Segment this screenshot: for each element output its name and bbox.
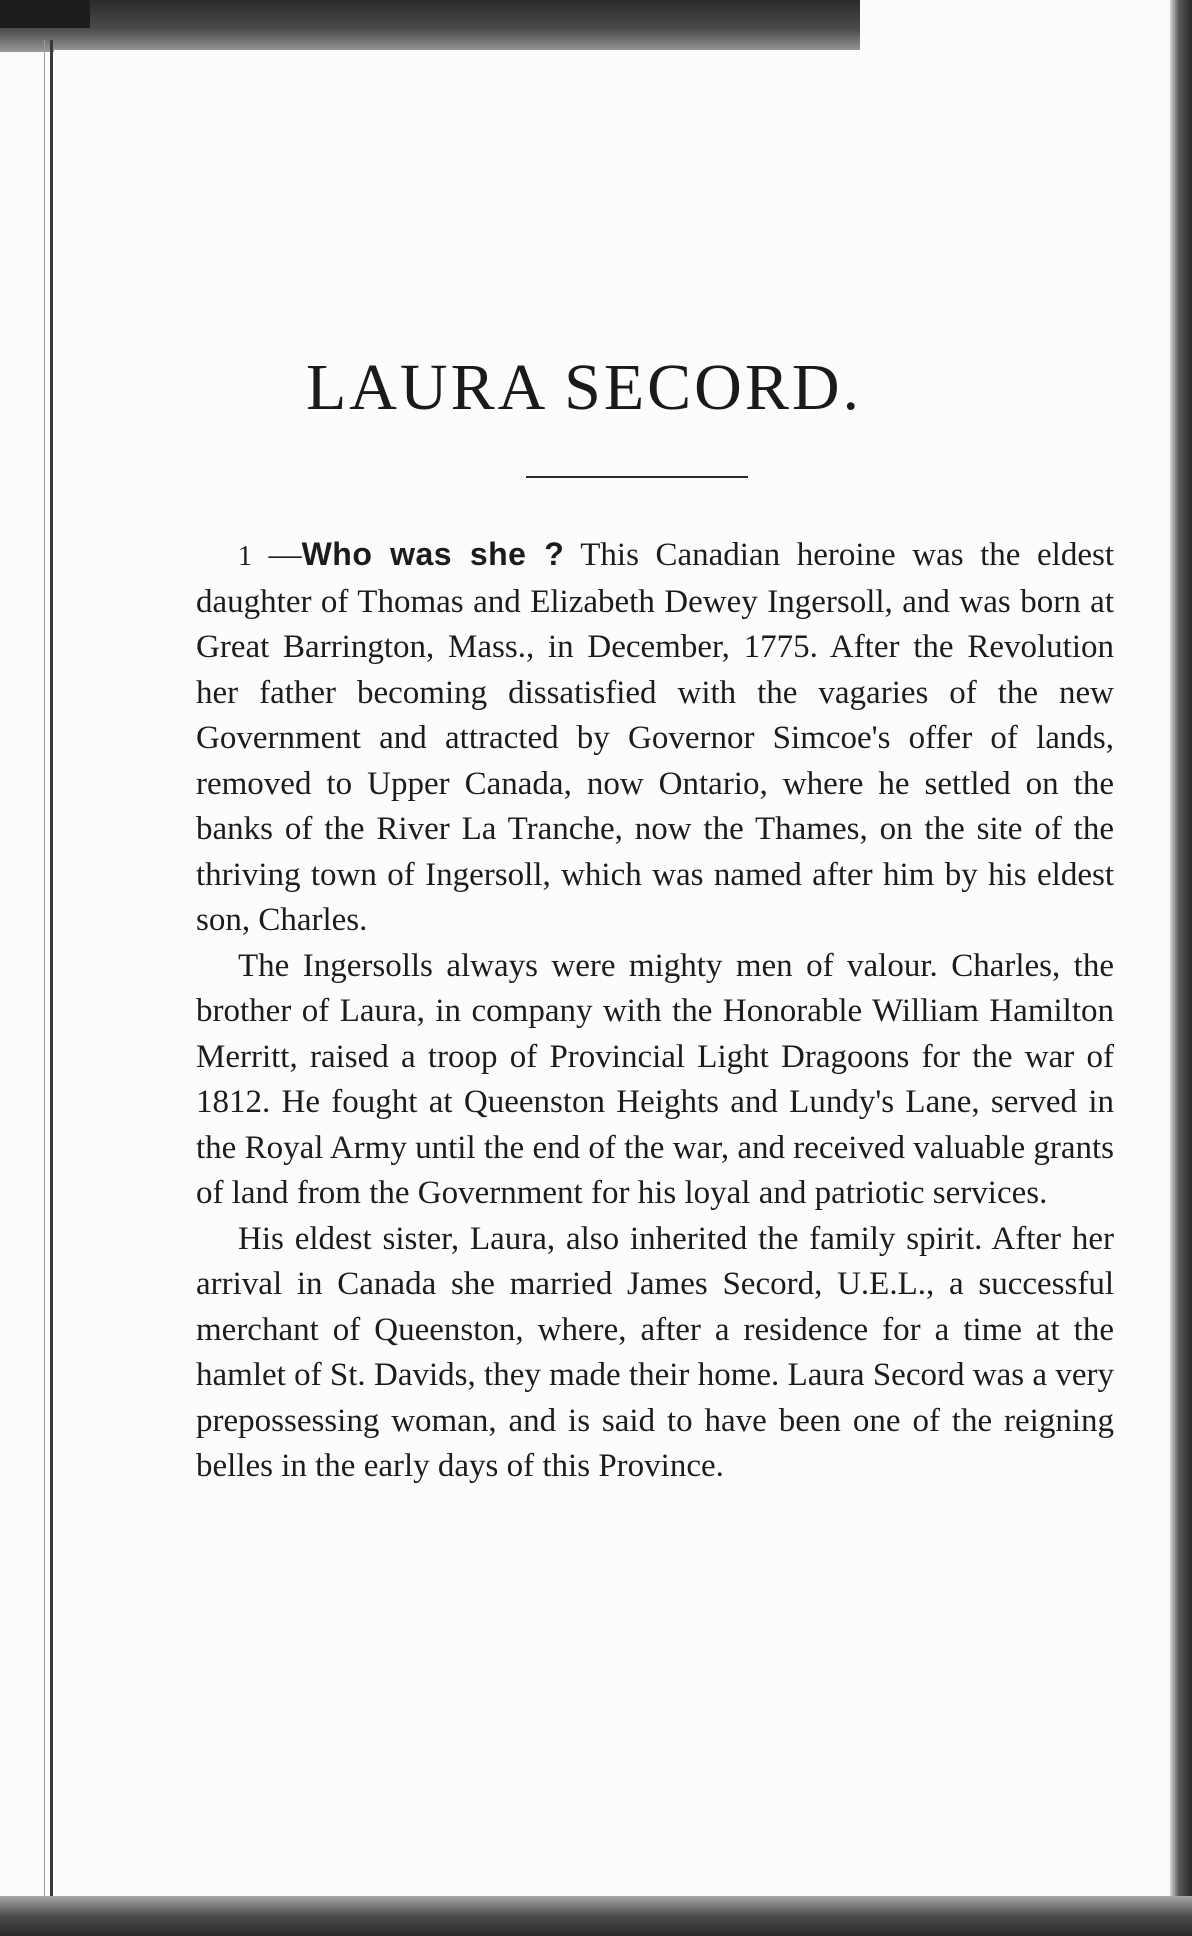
book-page [54,50,1168,1896]
paragraph-2: The Ingersolls always were mighty men of valour. Charles, the brother of Laura, in company with the Honorable William Hamilton Merritt, raised a troop of Provincial Light Dragoons for the war of 1812. He fought at Queenston Heights and Lundy's Lane, served in the Royal Army until the end of the war, and received valuable grants of land from the Government for his loyal and patriotic services. [196,947,1114,1211]
section-dash: — [252,537,302,573]
paragraph-1 [196,532,1114,944]
page-title: LAURA SECORD. [305,351,863,424]
scan-right-edge [1170,0,1192,1936]
title-rule [526,476,748,478]
scan-bottom-edge [0,1896,1192,1936]
section-question: Who was she ? [301,536,565,572]
scan-top-edge [0,0,860,52]
binding-gutter-line [50,40,53,1900]
binding-gutter-shadow [44,40,45,1900]
paragraph-3: His eldest sister, Laura, also inherited the family spirit. After her arrival in Canada she married James Secord, U.E.L., a successful merchant of Queenston, where, after a residence for a time at the hamlet of St. Davids, they made their home. Laura Secord was a very prepossessing woman, and is said to have been one of the reigning belles in the early days of this Province. [196,1220,1114,1484]
section-number: 1 [238,541,252,572]
body-text [196,532,1114,1490]
scan-top-left-corner [0,0,90,28]
paragraph-1-text: This Canadian heroine was the eldest daughter of Thomas and Elizabeth Dewey Ingersoll, and was born at Great Barrington, Mass., in December, 1775. After the Revolution her father becoming dissatisfied with the vagaries of the new Government and attracted by Governor Simcoe's offer of lands, removed to Upper Canada, now Ontario, where he settled on the banks of the River La Tranche, now the Thames, on the site of the thriving town of Ingersoll, which was named after him by his eldest son, Charles. [196,537,1115,938]
